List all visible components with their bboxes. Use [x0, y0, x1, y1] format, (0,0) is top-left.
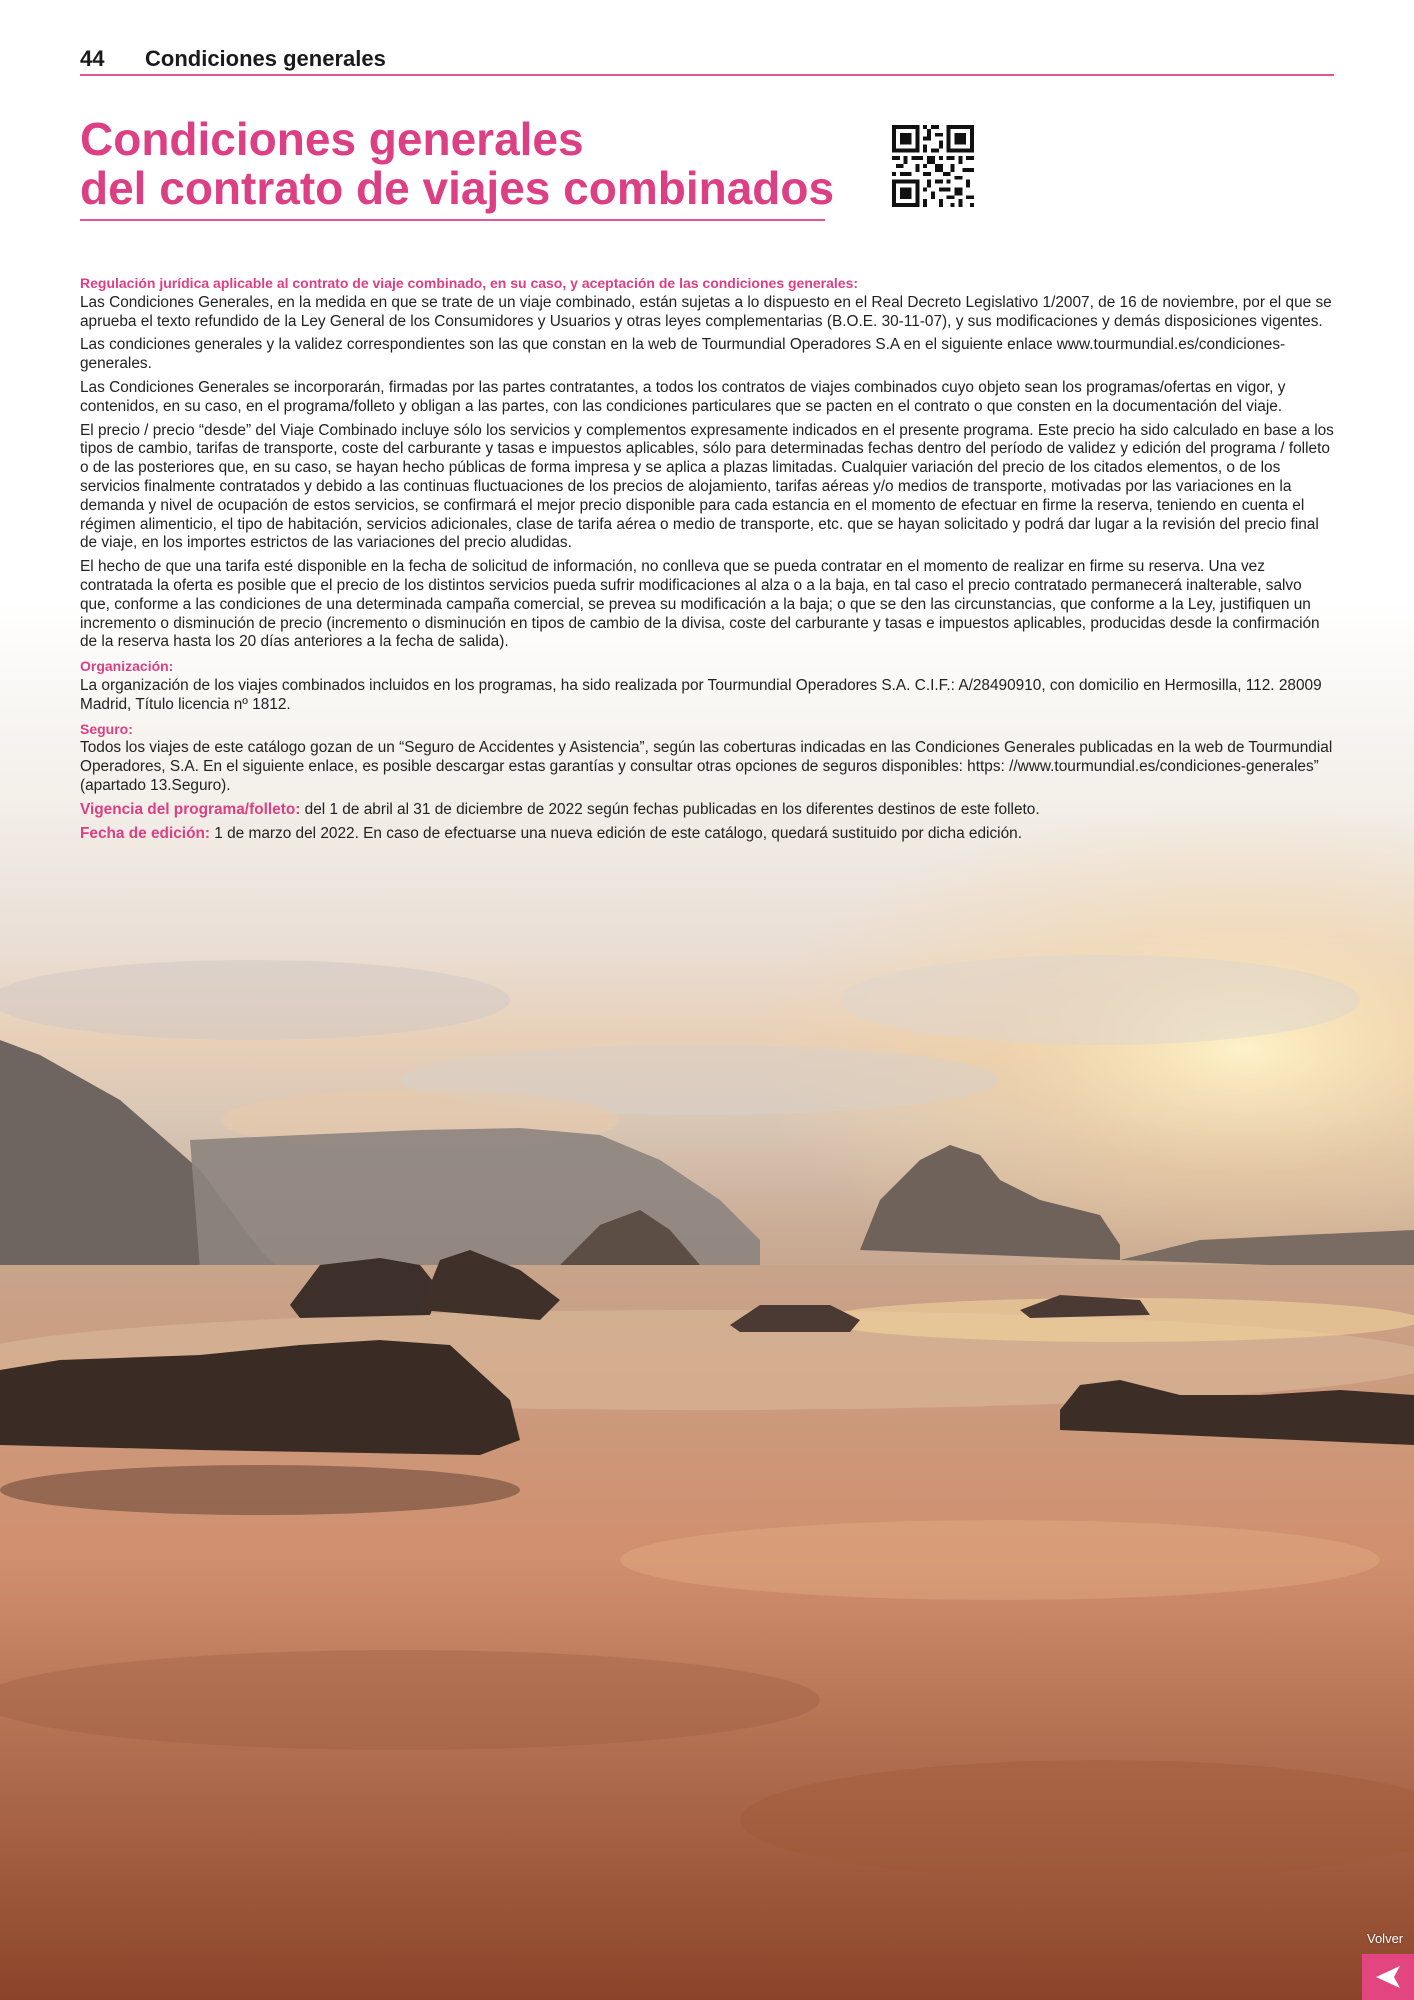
regulation-paragraph-5: El hecho de que una tarifa esté disponible en la fecha de solicitud de información, no conlleva que se pueda contratar en el momento de realizar en firme su reserva. Una vez contratada la oferta es posible que el precio de los distintos servicios pueda sufrir modificaciones al alza o a la baja, en tal caso el precio contratado permanecerá inalterable, salvo que, conforme a las condiciones de una determinada campaña comercial, se prevea su modificación a la baja; o que se den las circunstancias, que conforme a la Ley, justifiquen un incremento o disminución de precio (incremento o disminución en tipos de cambio de la divisa, coste del carburante y tasas e impuestos aplicables, producidas desde la confirmación de la reserva hasta los 20 días anteriores a la fecha de salida).: [80, 558, 1320, 651]
qr-code-icon[interactable]: [892, 125, 974, 207]
title-line-1: Condiciones generales: [80, 113, 584, 165]
regulation-paragraph-4: El precio / precio “desde” del Viaje Combinado incluye sólo los servicios y complementos expresamente indicados en el presente programa. Este precio ha sido calculado en base a los tipos de cambio, tarifas de transporte, coste del carburante y tasas e impuestos aplicables, sólo para determinadas fechas dentro del período de validez y edición del programa / folleto o de las posteriores que, en su caso, se hayan hecho públicas de forma impresa y se aplica a plazas limitadas. Cualquier variación del precio de los citados elementos, o de los servicios finalmente contratados y debido a las continuas fluctuaciones de los precios de alojamiento, tarifas aéreas y/o medios de transporte, motivadas por las variaciones en la demanda y nivel de ocupación de estos servicios, se confirmará el mejor precio disponible para cada estancia en el momento de efectuar en firme la reserva, teniendo en cuenta el régimen alimenticio, el tipo de habitación, servicios adicionales, clase de tarifa aérea o medio de transporte, etc. que se hayan solicitado y podrá dar lugar a la revisión del precio final de viaje, en los importes estrictos de las variaciones del precio aludidas.: [80, 421, 1334, 552]
regulation-paragraph-2: Las condiciones generales y la validez correspondientes son las que constan en la web de Tourmundial Operadores S.A en el siguiente enlace www.tourmundial.es/condiciones-generales.: [80, 336, 1286, 373]
regulation-paragraph-1: Las Condiciones Generales, en la medida en que se trate de un viaje combinado, están sujetas a lo dispuesto en el Real Decreto Legislativo 1/2007, de 16 de noviembre, por el que se aprueba el texto refundido de la Ley General de los Consumidores y Usuarios y otras leyes complementarias (B.O.E. 30-11-07), y sus modificaciones y demás disposiciones vigentes.: [80, 293, 1332, 330]
organization-text: La organización de los viajes combinados incluidos en los programas, ha sido realizada por Tourmundial Operadores S.A. C.I.F.: A/28490910, con domicilio en Hermosilla, 112. 28009 Madrid, Título licencia nº 1812.: [80, 676, 1322, 713]
page-title: [80, 113, 835, 221]
organization-heading: Organización:: [80, 658, 174, 675]
title-line-2: del contrato de viajes combinados: [80, 162, 835, 214]
validity-label: Vigencia del programa/folleto:: [80, 800, 301, 818]
edition-label: Fecha de edición:: [80, 824, 210, 842]
terms-content: [80, 270, 1334, 848]
arrow-left-icon: [1374, 1964, 1402, 1990]
section-title: Condiciones generales: [145, 46, 386, 71]
page-number: 44: [80, 46, 105, 71]
regulation-paragraph-3: Las Condiciones Generales se incorporarán, firmadas por las partes contratantes, a todos los contratos de viajes combinados cuyo objeto sean los programas/ofertas en vigor, y contenidos, en su caso, en el programa/folleto y obligan a las partes, con las condiciones particulares que se pacten en el contrato o que consten en la documentación del viaje.: [80, 378, 1286, 415]
insurance-text: Todos los viajes de este catálogo gozan de un “Seguro de Accidentes y Asistencia”, según las coberturas indicadas en las Condiciones Generales publicadas en la web de Tourmundial Operadores, S.A. En el siguiente enlace, es posible descargar estas garantías y consultar otras opciones de seguros disponibles: https: //www.tourmundial.es/condiciones-generales” (apartado 13.Seguro).: [80, 739, 1333, 794]
back-label: Volver: [1367, 1931, 1404, 1946]
edition-line: [80, 825, 1334, 844]
insurance-heading: Seguro:: [80, 720, 133, 737]
regulation-heading: Regulación jurídica aplicable al contrato de viaje combinado, en su caso, y aceptación de las condiciones generales:: [80, 275, 859, 291]
back-button[interactable]: [1362, 1954, 1414, 2000]
validity-text: del 1 de abril al 31 de diciembre de 2022 según fechas publicadas en los diferentes destinos de este folleto.: [300, 800, 1040, 818]
edition-text: 1 de marzo del 2022. En caso de efectuarse una nueva edición de este catálogo, quedará sustituido por dicha edición.: [210, 824, 1022, 842]
page-header: [80, 44, 1334, 76]
validity-line: [80, 801, 1334, 820]
